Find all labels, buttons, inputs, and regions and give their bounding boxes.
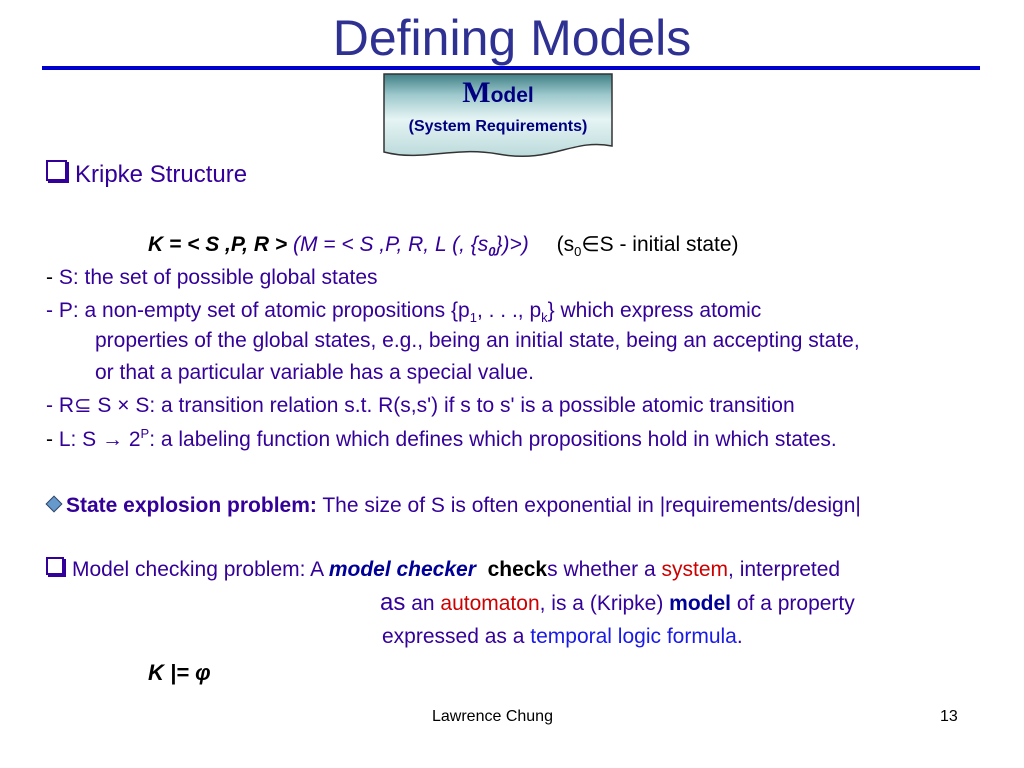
l-definition: - L: $S \to 2^P$: a labeling function which defines which propositions hold in which states. — [46, 426, 837, 451]
square-bullet-icon — [46, 160, 67, 181]
satisfaction-formula: K |= φ — [148, 660, 211, 685]
square-bullet-icon — [46, 557, 64, 575]
model-checking-problem: Model checking problem: A model checker checks whether a system, interpreted — [46, 557, 840, 583]
p-definition-cont-2: or that a particular variable has a special value. — [95, 361, 534, 384]
model-badge — [382, 72, 614, 158]
page-number: 13 — [940, 708, 958, 725]
k-definition — [148, 232, 739, 258]
kripke-heading: Kripke Structure — [46, 160, 247, 190]
footer-author: Lawrence Chung — [432, 708, 553, 725]
m-tuple: (M = < S ,P, R, L (, $\{s_0\})>$) — [292, 233, 529, 260]
state-explosion: State explosion problem: The size of S is often exponential in |requirements/design| — [44, 493, 861, 519]
k-tuple: K = < S ,P, R > — [148, 233, 288, 256]
slide-title: Defining Models — [332, 10, 692, 66]
model-checking-cont-1: as an automaton, is a (Kripke) model of a property — [380, 589, 855, 616]
badge-title — [382, 76, 614, 110]
diamond-bullet-icon — [46, 496, 63, 513]
p-definition: - P: a non-empty set of atomic propositions {$p_1$, . . ., $p_k$} which express atomic — [46, 299, 762, 326]
r-definition: - R⊆ S × S: a transition relation s.t. R(s,s') if s to s' is a possible atomic transition — [46, 394, 795, 417]
initial-state-note: ($s_0\in S$ - initial state) — [556, 233, 739, 260]
badge-letters-odel: odel — [490, 84, 534, 107]
p-definition-cont-1: properties of the global states, e.g., being an initial state, being an accepting state, — [95, 329, 860, 352]
title-rule — [42, 66, 980, 70]
s-definition: - S: the set of possible global states — [46, 266, 378, 289]
badge-letter-m: M — [462, 76, 491, 109]
badge-subtitle: (System Requirements) — [408, 118, 588, 135]
model-checking-cont-2: expressed as a temporal logic formula. — [382, 625, 743, 648]
